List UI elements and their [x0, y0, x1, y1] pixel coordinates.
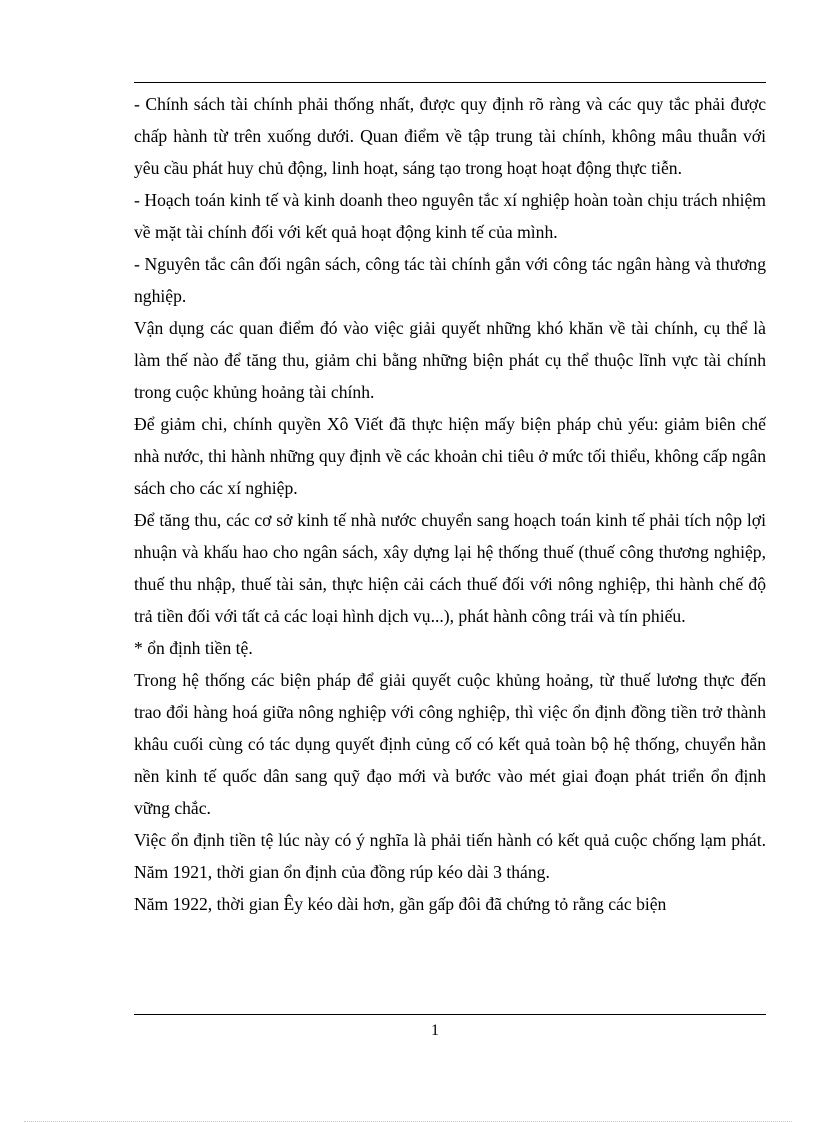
paragraph-bullet-1: - Chính sách tài chính phải thống nhất, được quy định rõ ràng và các quy tắc phải được chấp hành từ trên xuống dưới. Quan điểm về tập trung tài chính, không mâu thuẫn với yêu cầu phát huy chủ động, linh hoạt, sáng tạo trong hoạt hoạt động thực tiễn. — [134, 94, 766, 178]
paragraph-continuation-line: Năm 1922, thời gian Êy kéo dài hơn, gần gấp đôi đã chứng tỏ rằng các biện — [134, 894, 667, 914]
paragraph-apply-views: Vận dụng các quan điểm đó vào việc giải quyết những khó khăn về tài chính, cụ thể là làm thế nào để tăng thu, giảm chi bằng những biện phát cụ thể thuộc lĩnh vực tài chính trong cuộc khủng hoảng tài chính. — [134, 318, 766, 402]
paragraph-reduce-spending: Để giảm chi, chính quyền Xô Viết đã thực hiện mấy biện pháp chủ yếu: giảm biên chế nhà nước, thi hành những quy định về các khoản chi tiêu ở mức tối thiểu, không cấp ngân sách cho các xí nghiệp. — [134, 414, 766, 498]
paragraph-anti-inflation: Việc ổn định tiền tệ lúc này có ý nghĩa là phải tiến hành có kết quả cuộc chống lạm phát. Năm 1921, thời gian ổn định của đồng rúp kéo dài 3 tháng. — [134, 830, 766, 882]
paragraph-currency-stabilization: Trong hệ thống các biện pháp để giải quyết cuộc khủng hoảng, từ thuế lương thực đến trao đổi hàng hoá giữa nông nghiệp với công nghiệp, thì việc ổn định đồng tiền trở thành khâu cuối cùng có tác dụng quyết định củng cố có kết quả toàn bộ hệ thống, chuyển hẳn nền kinh tế quốc dân sang quỹ đạo mới và bước vào mét giai đoạn phát triển ổn định vững chắc. — [134, 670, 766, 818]
paragraph-increase-revenue: Để tăng thu, các cơ sở kinh tế nhà nước chuyển sang hoạch toán kinh tế phải tích nộp lợi nhuận và khấu hao cho ngân sách, xây dựng lại hệ thống thuế (thuế công thương nghiệp, thuế thu nhập, thuế tài sản, thực hiện cải cách thuế đối với nông nghiệp, thi hành chế độ trả tiền đối với tất cả các loại hình dịch vụ...), phát hành công trái và tín phiếu. — [134, 510, 766, 626]
header-rule — [134, 82, 766, 83]
page-body — [134, 88, 766, 1016]
page-edge-divider — [24, 1121, 792, 1122]
paragraph-bullet-3: - Nguyên tắc cân đối ngân sách, công tác tài chính gắn với công tác ngân hàng và thương nghiệp. — [134, 254, 766, 306]
paragraph-bullet-2: - Hoạch toán kinh tế và kinh doanh theo nguyên tắc xí nghiệp hoàn toàn chịu trách nhiệm về mặt tài chính đối với kết quả hoạt động kinh tế của mình. — [134, 190, 766, 242]
footer-rule — [134, 1014, 766, 1015]
section-heading-currency: * ổn định tiền tệ. — [134, 638, 253, 658]
page-number: 1 — [431, 1022, 439, 1039]
